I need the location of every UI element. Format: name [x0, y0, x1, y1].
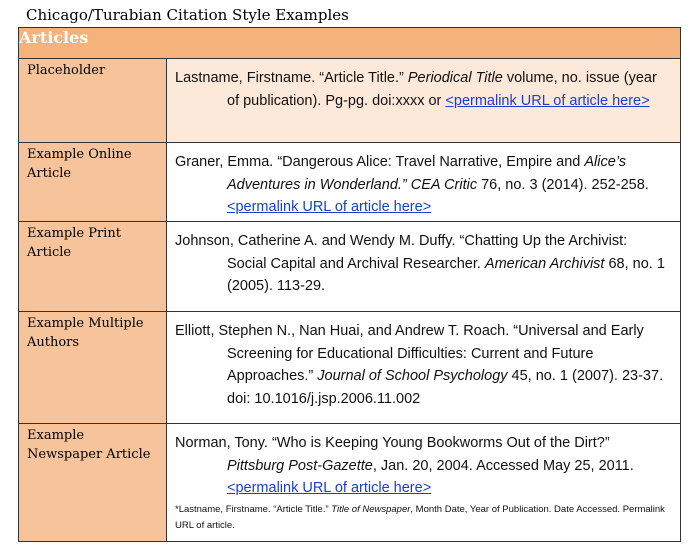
citation-rest: 68, no. 1 (2005). 113-29.	[227, 255, 665, 295]
note-rest: , Month Date, Year of Publication. Date Accessed. Permalink URL of article.	[175, 503, 665, 531]
permalink-link[interactable]: <permalink URL of article here>	[445, 92, 650, 109]
citation-text	[175, 151, 670, 219]
citation-text	[175, 230, 670, 298]
citation-cell	[167, 143, 681, 222]
citation-italic: Periodical Title	[407, 70, 503, 86]
citation-cell	[167, 312, 681, 424]
section-header: Articles	[19, 28, 681, 59]
row-label: Example Online Article	[19, 143, 167, 222]
note-italic: Title of Newspaper	[331, 503, 411, 515]
table-row	[19, 424, 681, 542]
citation-italic: Alice’s Adventures in Wonderland.” CEA Critic	[227, 154, 627, 193]
citation-main: Norman, Tony. “Who is Keeping Young Bookworms Out of the Dirt?”	[175, 435, 610, 451]
citation-italic: Pittsburg Post-Gazette	[227, 457, 373, 474]
citation-cell	[167, 222, 681, 312]
citation-text	[175, 320, 670, 410]
table-row	[19, 143, 681, 222]
permalink-link[interactable]: <permalink URL of article here>	[227, 480, 432, 497]
section-header-row	[19, 28, 681, 59]
table-row	[19, 222, 681, 312]
note-main: *Lastname, Firstname. “Article Title.”	[175, 503, 332, 515]
citation-text	[175, 67, 670, 112]
citation-italic: American Archivist	[484, 255, 605, 272]
citation-rest: volume, no. issue (year of publication). Pg-pg. doi:xxxx or	[227, 70, 657, 109]
citation-rest: 76, no. 3 (2014). 252-258.	[477, 176, 649, 193]
permalink-link[interactable]: <permalink URL of article here>	[227, 199, 432, 216]
table-row	[19, 312, 681, 424]
row-label: Example Multiple Authors	[19, 312, 167, 424]
format-note	[175, 502, 670, 534]
citation-italic: Journal of School Psychology	[317, 368, 508, 385]
citation-table	[18, 27, 681, 542]
row-label: Placeholder	[19, 59, 167, 143]
citation-main: Graner, Emma. “Dangerous Alice: Travel Narrative, Empire and	[175, 154, 585, 170]
citation-main: Johnson, Catherine A. and Wendy M. Duffy. “Chatting Up the Archivist: Social Capital and Archival Researcher.	[175, 233, 628, 272]
citation-rest: , Jan. 20, 2004. Accessed May 25, 2011.	[372, 457, 634, 474]
citation-main: Lastname, Firstname. “Article Title.”	[175, 70, 408, 86]
citation-text	[175, 432, 670, 534]
citation-rest: 45, no. 1 (2007). 23-37. doi: 10.1016/j.jsp.2006.11.002	[227, 368, 664, 407]
citation-cell	[167, 59, 681, 143]
document-title: Chicago/Turabian Citation Style Examples	[26, 6, 349, 24]
table-row	[19, 59, 681, 143]
row-label: Example Newspaper Article	[19, 424, 167, 542]
citation-cell	[167, 424, 681, 542]
citation-main: Elliott, Stephen N., Nan Huai, and Andrew T. Roach. “Universal and Early Screening for Educational Difficulties: Current and Future Approaches.”	[175, 323, 644, 385]
row-label: Example Print Article	[19, 222, 167, 312]
